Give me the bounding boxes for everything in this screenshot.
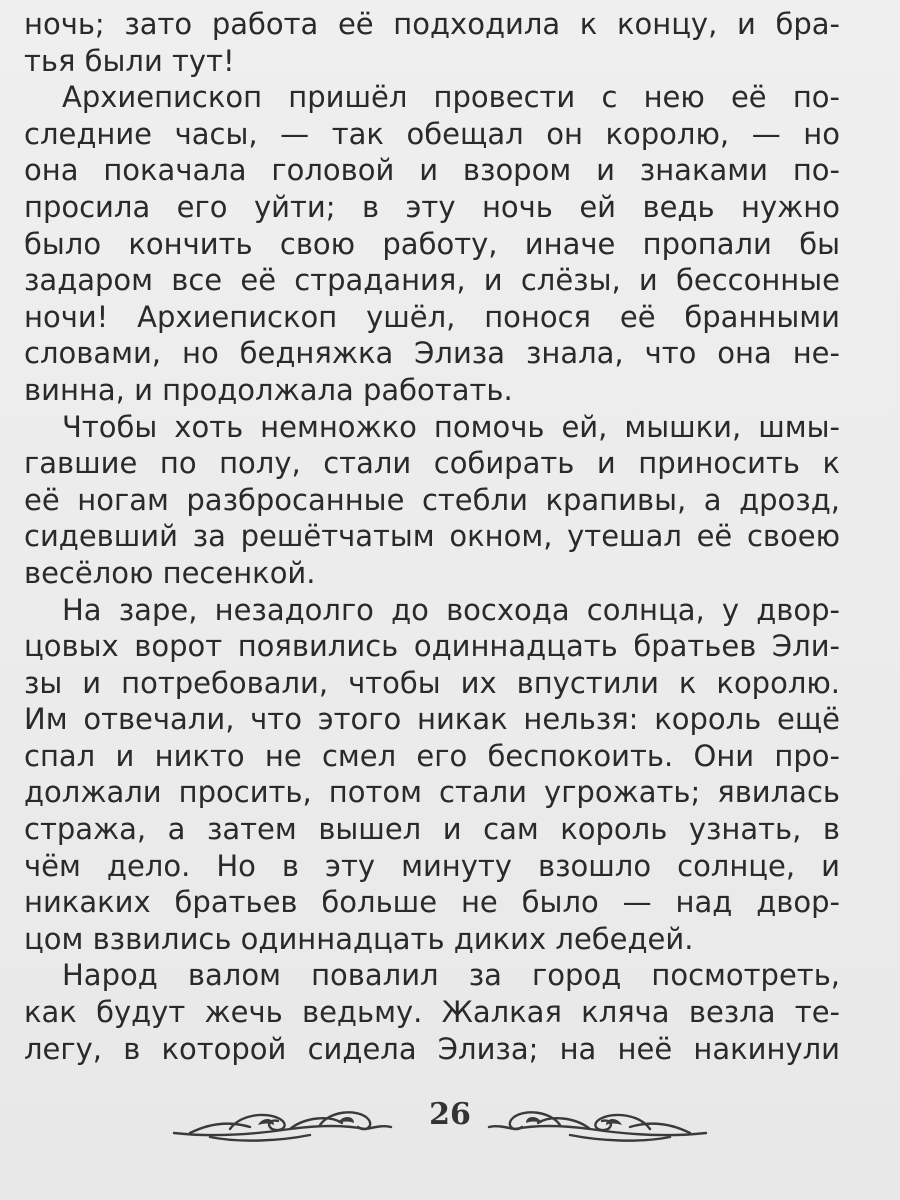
text-line: легу, в которой сидела Элиза; на неё накинули [24,1031,840,1066]
text-line: Им отвечали, что этого никак нельзя: король ещё [24,702,840,737]
text-line: цом взвились одиннадцать диких лебедей. [24,921,694,956]
paragraph [24,79,840,408]
text-line: её ногам разбросанные стебли крапивы, а дрозд, [24,482,840,517]
text-line: задаром все её страдания, и слёзы, и бессонные [24,263,840,298]
text-line: Народ валом повалил за город посмотреть, [62,958,840,993]
text-line: тья были тут! [24,43,235,78]
text-line: должали просить, потом стали угрожать; явилась [24,775,840,810]
paragraph [24,592,840,958]
text-line: стража, а затем вышел и сам король узнать, в [24,812,840,847]
text-line: сидевший за решётчатым окном, утешал её своею [24,519,840,554]
text-line: ночи! Архиепископ ушёл, понося её бранными [24,299,840,334]
page-body-text [24,6,840,1067]
flourish-ornament-icon [485,1103,710,1143]
text-line: она покачала головой и взором и знаками по- [24,153,840,188]
paragraph [24,6,840,79]
text-line: словами, но бедняжка Элиза знала, что она не- [24,336,840,371]
page-number: 26 [429,1097,471,1132]
text-line: спал и никто не смел его беспокоить. Они про- [24,738,840,773]
text-line: было кончить свою работу, иначе пропали бы [24,226,840,261]
text-line: зы и потребовали, чтобы их впустили к королю. [24,665,840,700]
text-line: На заре, незадолго до восхода солнца, у двор- [62,592,840,627]
text-line: гавшие по полу, стали собирать и приносить к [24,446,840,481]
text-line: как будут жечь ведьму. Жалкая кляча везла те- [24,995,840,1030]
paragraph [24,409,840,592]
text-line: чём дело. Но в эту минуту взошло солнце, и [24,848,840,883]
text-line: ночь; зато работа её подходила к концу, и бра- [24,7,840,41]
text-line: следние часы, — так обещал он королю, — но [24,116,840,151]
text-line: цовых ворот появились одиннадцать братьев Эли- [24,629,840,664]
paragraph [24,957,840,1067]
text-line: весёлою песенкой. [24,555,316,590]
text-line: Чтобы хоть немножко помочь ей, мышки, шмы- [62,409,840,444]
text-line: просила его уйти; в эту ночь ей ведь нужно [24,189,840,224]
page-footer [0,1085,900,1155]
text-line: винна, и продолжала работать. [24,372,513,407]
text-line: Архиепископ пришёл провести с нею её по- [62,80,840,115]
text-line: никаких братьев больше не было — над двор- [24,885,840,920]
